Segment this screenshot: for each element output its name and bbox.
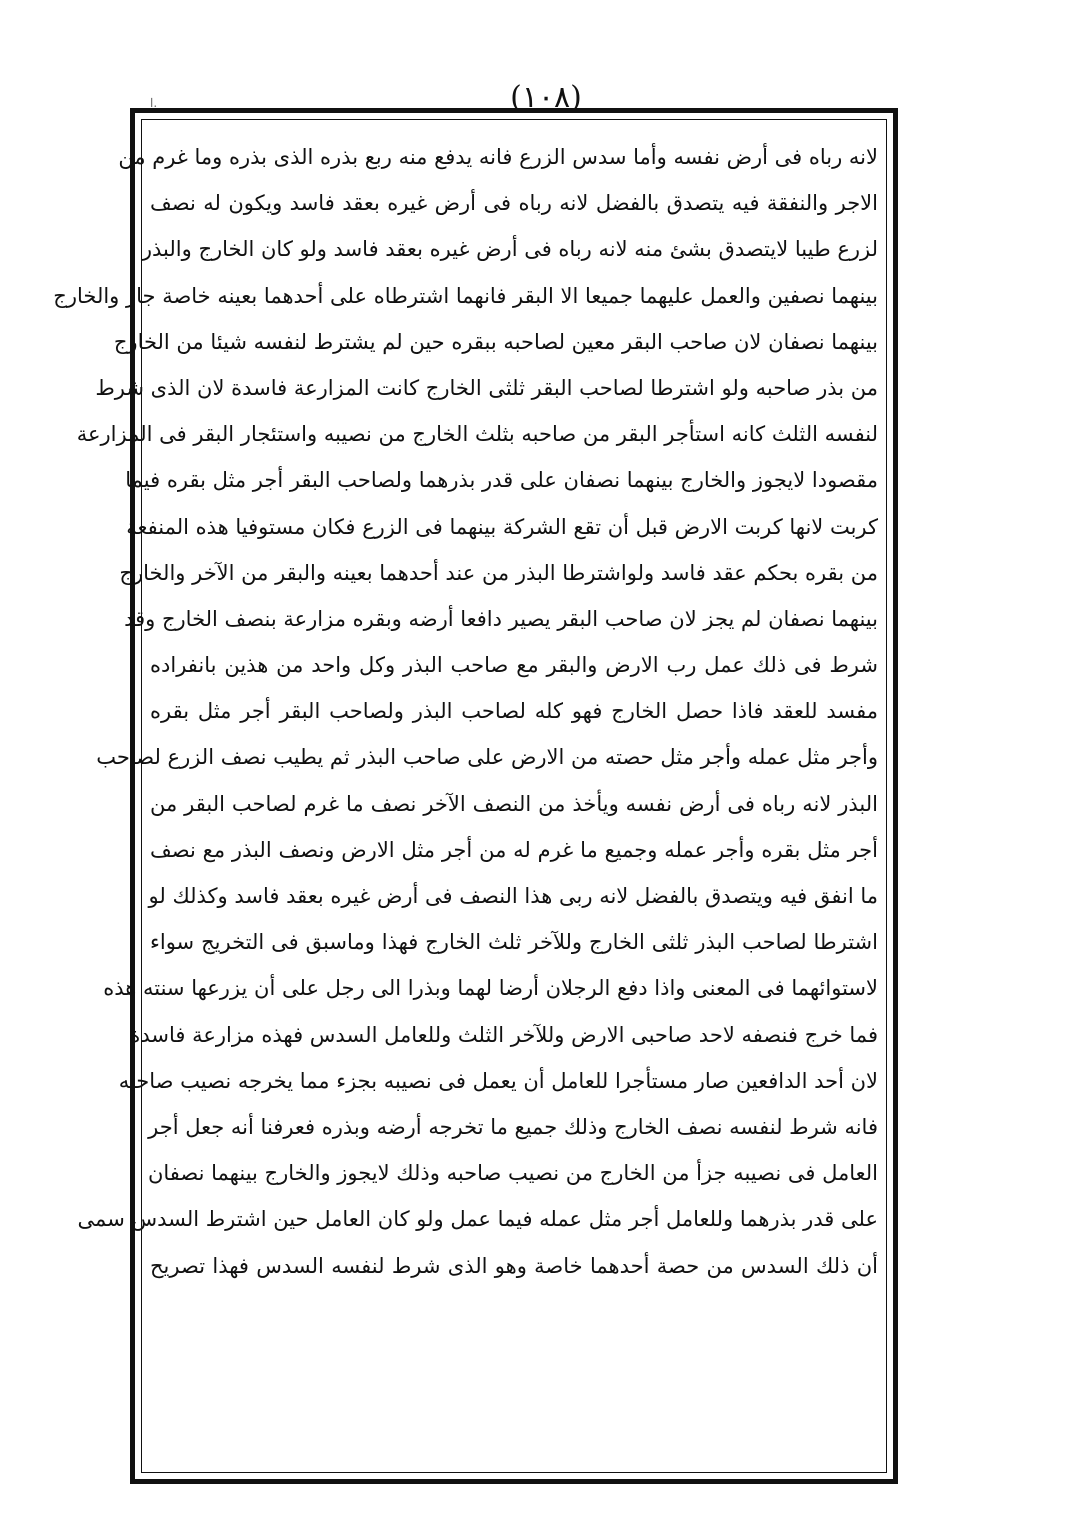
text-line: كربت لانها كربت الارض قبل أن تقع الشركة بينهما فى الزرع فكان مستوفيا هذه المنفعة xyxy=(126,514,878,539)
text-line: مقصودا لايجوز والخارج بينهما نصفان على قدر بذرهما ولصاحب البقر أجر مثل بقره فيما xyxy=(125,468,878,493)
text-line: فما خرج فنصفه لاحد صاحبى الارض وللآخر الثلث وللعامل السدس فهذه مزارعة فاسدة xyxy=(129,1022,878,1047)
text-line: بينهما نصفين والعمل عليهما جميعا الا البقر فانهما اشترطاه على أحدهما بعينه خاصة جاز والخارج xyxy=(53,283,878,308)
text-line: فانه شرط لنفسه نصف الخارج وذلك جميع ما تخرجه أرضه وبذره فعرفنا أنه جعل أجر xyxy=(148,1114,878,1139)
text-line: العامل فى نصيبه جزأ من الخارج من نصيب صاحبه وذلك لايجوز والخارج بينهما نصفان xyxy=(147,1161,878,1186)
text-line: الاجر والنفقة فيه يتصدق بالفضل لانه رباه فى أرض غيره بعقد فاسد ويكون له نصف xyxy=(150,191,878,216)
text-line: على قدر بذرهما وللعامل أجر مثل عمله فيما عمل ولو كان العامل حين اشترط السدس سمى xyxy=(77,1207,878,1232)
text-line: لزرع طيبا لايتصدق بشئ منه لانه رباه فى أرض غيره بعقد فاسد ولو كان الخارج والبذر xyxy=(141,237,878,262)
text-line: لنفسه الثلث كانه استأجر البقر من صاحبه بثلث الخارج من نصيبه واستئجار البقر فى المزارعة xyxy=(76,422,878,447)
text-line: بينهما نصفان لان صاحب البقر معين لصاحبه ببقره حين لم يشترط لنفسه شيئا من الخارج xyxy=(113,329,878,354)
text-line: لاستوائهما فى المعنى واذا دفع الرجلان أرضا لهما وبذرا الى رجل على أن يزرعها سنته هذه xyxy=(103,976,878,1001)
text-line: اشترطا لصاحب البذر ثلثى الخارج وللآخر ثلث الخارج فهذا وماسبق فى التخريج سواء xyxy=(150,930,878,955)
text-line: لانه رباه فى أرض نفسه وأما سدس الزرع فانه يدفع منه ربع بذره الذى بذره وما غرم من xyxy=(118,145,878,169)
text-line: شرط فى ذلك عمل رب الارض والبقر مع صاحب البذر وكل واحد من هذين بانفراده xyxy=(150,653,878,678)
text-line: البذر لانه رباه فى أرض نفسه ويأخذ من النصف الآخر نصف ما غرم لصاحب البقر من xyxy=(150,791,878,816)
text-line: أن ذلك السدس من حصة أحدهما خاصة وهو الذى شرط لنفسه السدس فهذا تصريح xyxy=(150,1253,878,1278)
corner-mark: ا. xyxy=(150,96,158,110)
text-line: ما انفق فيه ويتصدق بالفضل لانه ربى هذا النصف فى أرض غيره بعقد فاسد وكذلك لو xyxy=(148,884,878,908)
text-line: لان أحد الدافعين صار مستأجرا للعامل أن يعمل فى نصيبه بجزء مما يخرجه نصيب صاحبه xyxy=(118,1068,878,1093)
text-line: بينهما نصفان لم يجز لان صاحب البقر يصير دافعا أرضه وبقره مزارعة بنصف الخارج وقد xyxy=(124,606,878,631)
page-number: (١٠٨) xyxy=(510,80,582,115)
text-line: مفسد للعقد فاذا حصل الخارج فهو كله لصاحب البذر ولصاحب البقر أجر مثل بقره xyxy=(150,699,878,724)
text-line: وأجر مثل عمله وأجر مثل حصته من الارض على صاحب البذر ثم يطيب نصف الزرع لصاحب xyxy=(96,745,878,770)
text-block xyxy=(53,134,878,1289)
text-line: من بذر صاحبه ولو اشترطا لصاحب البقر ثلثى الخارج كانت المزارعة فاسدة لان الذى شرط xyxy=(95,375,878,400)
text-line: أجر مثل بقره وأجر عمله وجميع ما غرم له من أجر مثل الارض ونصف البذر مع نصف xyxy=(150,837,878,862)
text-line: من بقره بحكم عقد فاسد ولواشترطا البذر من عند أحدهما بعينه والبقر من الآخر والخارج xyxy=(119,560,878,585)
